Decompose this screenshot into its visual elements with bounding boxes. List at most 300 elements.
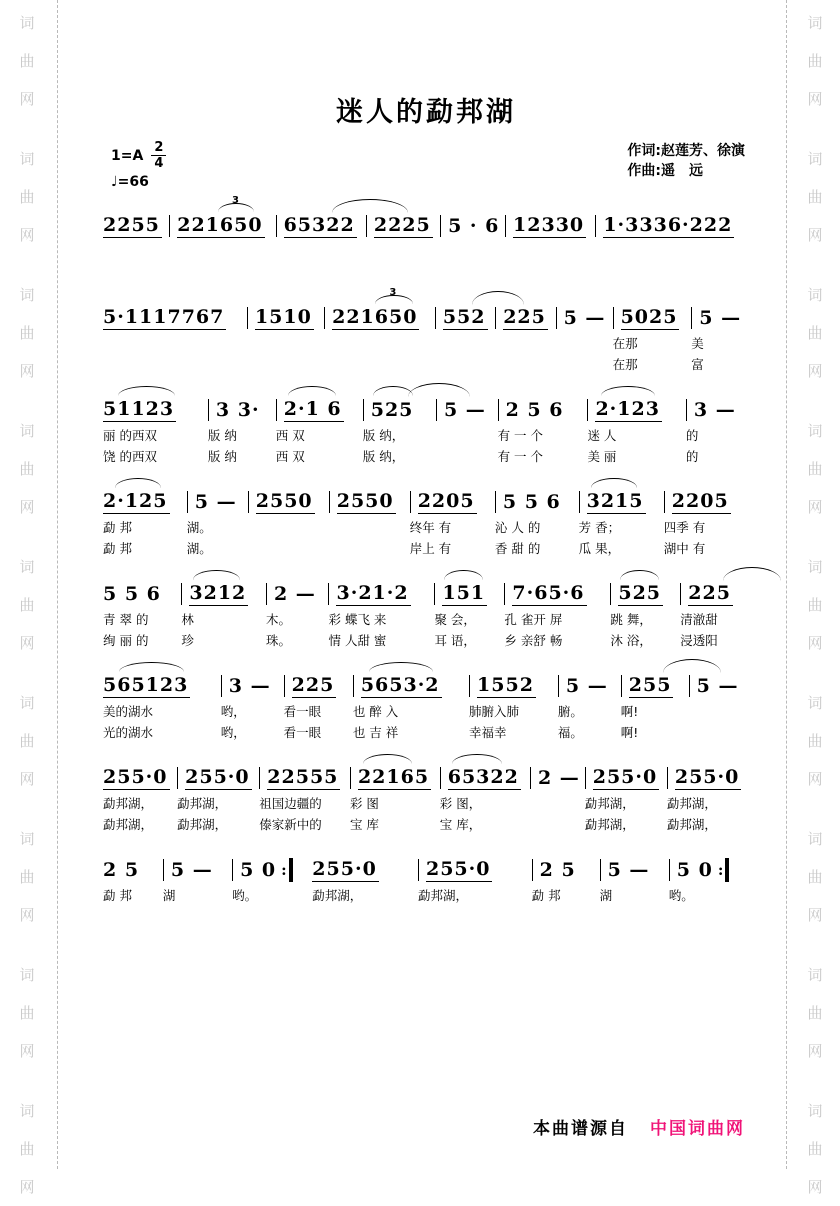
tempo-marking: ♩=66: [111, 174, 149, 190]
notes-text: 2 —: [273, 582, 316, 605]
barline: [495, 307, 496, 329]
watermark-group: [807, 820, 822, 934]
slur-arc: [452, 754, 502, 764]
score: [103, 195, 749, 927]
watermark-char: 网: [19, 906, 35, 924]
lyric-line-2: [600, 906, 669, 927]
notes-text: 2·123: [595, 398, 660, 420]
system-line: [103, 195, 749, 283]
lyric-line-1: [329, 517, 410, 538]
system-line: [103, 487, 749, 559]
lyric-line-1: 跳 舞，: [610, 612, 652, 627]
measure: [366, 211, 440, 283]
lyric-line-1: 勐 邦: [103, 520, 132, 535]
measure-notes: [103, 303, 247, 333]
measure: [532, 855, 600, 927]
measure-notes: [585, 763, 667, 793]
watermark-group: [807, 956, 822, 1070]
watermark-group: [807, 276, 822, 390]
watermark-char: 曲: [807, 732, 823, 750]
lyric-line-2: [532, 906, 600, 927]
watermark-char: 词: [807, 150, 823, 168]
lyric-line-2: 瓜 果，: [578, 541, 621, 556]
measure-notes: [436, 395, 498, 425]
measure-notes: [103, 487, 187, 517]
lyric-line-1: 肺腑入肺: [469, 704, 520, 719]
watermark-char: 词: [19, 14, 35, 32]
measure: [312, 855, 418, 927]
watermark-char: 词: [19, 830, 35, 848]
measure: [208, 395, 276, 467]
watermark-char: 网: [807, 90, 823, 108]
lyric-line-2: 光的湖水: [103, 725, 154, 740]
barline: [440, 767, 441, 789]
watermark-group: [807, 1092, 822, 1206]
measure: [495, 303, 555, 375]
watermark-group: [19, 684, 34, 798]
measure: [284, 671, 353, 743]
lyric-line-2: [495, 354, 555, 375]
lyric-line-1: [495, 333, 555, 354]
lyric-line-2: 乡 亲舒 畅: [504, 633, 563, 648]
lyric-line-2: 珍: [181, 633, 194, 648]
measure-notes: [248, 487, 329, 517]
measure: [221, 671, 284, 743]
notes-text: 2550: [336, 490, 394, 512]
notes-text: 255·0: [425, 858, 491, 880]
measure-notes: [558, 671, 621, 701]
source-footer: [533, 1114, 745, 1139]
lyric-line-1: 勐邦湖，: [584, 796, 635, 811]
lyric-line-1: 勐邦湖，: [103, 796, 154, 811]
measure-notes: [312, 855, 418, 885]
barline: [621, 675, 622, 697]
watermark-char: 网: [19, 362, 35, 380]
measure-notes: [103, 763, 177, 793]
lyric-line-2: [232, 906, 312, 927]
measure-notes: [266, 579, 329, 609]
watermark-char: 曲: [807, 324, 823, 342]
measure-notes: [600, 855, 669, 885]
lyric-line-1: 哟。: [232, 888, 258, 903]
barline: [532, 859, 533, 881]
lyric-line-2: [530, 814, 585, 835]
watermark-char: 曲: [807, 868, 823, 886]
measure-notes: [366, 211, 440, 241]
lyric-line-2: 耳 语，: [434, 633, 476, 648]
notes-text: 1510: [254, 306, 312, 328]
lyric-line-2: [329, 538, 410, 559]
left-dashed-rule: [57, 0, 58, 1169]
lyric-line-2: 福。: [557, 725, 583, 740]
lyric-line-2: 勐邦湖，: [666, 817, 717, 832]
measure: [691, 303, 749, 375]
watermark-char: 曲: [19, 596, 35, 614]
barline: [686, 399, 687, 421]
barline: [366, 215, 367, 237]
watermark-char: 词: [19, 694, 35, 712]
measure: [469, 671, 558, 743]
barline: [436, 399, 437, 421]
notes-text: 255·0: [592, 766, 658, 788]
barline: [495, 491, 496, 513]
lyric-line-2: [366, 262, 440, 283]
lyric-line-1: 啊!: [620, 704, 639, 719]
lyric-line-1: [689, 701, 749, 722]
barline: [276, 399, 277, 421]
watermark-char: 词: [807, 694, 823, 712]
watermark-char: 词: [807, 422, 823, 440]
watermark-char: 网: [19, 770, 35, 788]
measure-notes: [103, 855, 163, 885]
measure-notes: [440, 211, 505, 241]
barline: [181, 583, 182, 605]
measure: [680, 579, 749, 651]
measure: [689, 671, 749, 743]
barline: [579, 491, 580, 513]
watermark-char: 词: [19, 1102, 35, 1120]
measure: [558, 671, 621, 743]
measure-notes: [686, 395, 749, 425]
measure-notes: [276, 395, 363, 425]
notes-text: 3212: [189, 582, 247, 604]
lyric-line-2: 富: [691, 357, 704, 372]
barline: [530, 767, 531, 789]
measure-notes: [350, 763, 440, 793]
measure-notes: [595, 211, 749, 241]
notes-text: 1552: [477, 674, 534, 696]
watermark-char: 曲: [807, 596, 823, 614]
notes-text: 51123: [103, 398, 175, 420]
barline: [435, 307, 436, 329]
lyric-line-1: 丽 的西双: [103, 428, 157, 443]
key-time-block: [103, 141, 166, 199]
lyric-line-2: 勐 邦: [103, 541, 132, 556]
lyric-line-1: [366, 241, 440, 262]
watermark-group: [19, 956, 34, 1070]
watermark-char: 词: [807, 1102, 823, 1120]
lyric-line-2: 傣家新中的: [259, 817, 322, 832]
system-line: [103, 579, 749, 651]
lyric-line-1: 孔 雀开 屏: [504, 612, 563, 627]
triplet-number: 3: [389, 287, 397, 298]
watermark-char: 曲: [19, 324, 35, 342]
source-brand: 中国词曲网: [650, 1119, 745, 1139]
lyric-line-2: 的: [685, 449, 699, 464]
notes-text: 22165: [357, 766, 430, 788]
lyric-line-1: [530, 793, 585, 814]
lyric-line-2: [276, 262, 366, 283]
measure-notes: [579, 487, 664, 517]
measure-notes: [689, 671, 749, 701]
lyric-line-1: 勐 邦: [531, 888, 561, 903]
system-line: [103, 287, 749, 375]
barline: [689, 675, 690, 697]
lyric-line-1: 聚 会，: [434, 612, 476, 627]
slur-arc: [444, 570, 482, 580]
barline: [587, 399, 588, 421]
lyric-line-1: 也 醉 入: [352, 704, 399, 719]
watermark-char: 曲: [807, 460, 823, 478]
watermark-char: 曲: [19, 1004, 35, 1022]
measure: [667, 763, 749, 835]
watermark-char: 网: [807, 362, 823, 380]
lyric-line-1: 湖。: [186, 520, 212, 535]
measure: [248, 487, 329, 559]
measure: [103, 763, 177, 835]
lyric-line-2: 香 甜 的: [494, 541, 541, 556]
lyric-line-1: 芳 香；: [578, 520, 621, 535]
measure-notes: [259, 763, 350, 793]
notes-text: 255·0: [674, 766, 740, 788]
slur-arc: [193, 570, 240, 580]
watermark-char: 词: [807, 14, 823, 32]
lyric-line-2: [163, 906, 232, 927]
barline: [187, 491, 188, 513]
lyric-line-1: 湖: [162, 888, 176, 903]
measure: [587, 395, 685, 467]
barline: [232, 859, 233, 881]
measure: [410, 487, 495, 559]
lyric-line-2: [669, 906, 749, 927]
lyric-line-1: 西 双: [275, 428, 305, 443]
lyric-line-1: 美的湖水: [103, 704, 154, 719]
barline: [208, 399, 209, 421]
measure-notes: [495, 303, 555, 333]
lyric-line-1: 勐 邦: [103, 888, 132, 903]
measure: [103, 855, 163, 927]
watermark-char: 曲: [19, 52, 35, 70]
watermark-char: 曲: [19, 460, 35, 478]
measure: [600, 855, 669, 927]
barline: [498, 399, 499, 421]
triplet-number: 3: [231, 195, 239, 206]
lyric-line-1: [103, 333, 247, 354]
lyric-line-1: [556, 333, 613, 354]
watermark-char: 词: [19, 286, 35, 304]
watermark-group: [19, 412, 34, 526]
notes-text: 7·65·6: [512, 582, 585, 604]
time-denominator: 4: [154, 156, 164, 171]
watermark-group: [807, 140, 822, 254]
notes-text: 221650: [177, 214, 263, 236]
lyric-line-2: [312, 906, 418, 927]
notes-text: 3·21·2: [336, 582, 409, 604]
measure-notes: [221, 671, 284, 701]
measure-notes: [103, 395, 208, 425]
lyric-line-2: 也 吉 祥: [352, 725, 399, 740]
tie-arc: [332, 199, 409, 213]
measure: [353, 671, 469, 743]
measure: [232, 855, 312, 927]
barline: [177, 767, 178, 789]
notes-text: 225: [503, 306, 546, 328]
lyric-line-2: 勐邦湖，: [584, 817, 635, 832]
slur-arc: [363, 754, 412, 764]
lyric-line-1: 林: [181, 612, 194, 627]
measure-notes: [556, 303, 613, 333]
measure-notes: [181, 579, 266, 609]
watermark-char: 曲: [807, 188, 823, 206]
barline: [259, 767, 260, 789]
watermark-left: [14, 4, 40, 1196]
lyric-line-1: 看一眼: [283, 704, 322, 719]
lyric-line-1: 木。: [265, 612, 291, 627]
lyric-line-2: [324, 354, 435, 375]
notes-text: 3215: [586, 490, 644, 512]
lyric-line-1: 湖: [599, 888, 613, 903]
measure: [595, 211, 749, 283]
measure: [505, 211, 595, 283]
watermark-group: [19, 548, 34, 662]
lyric-line-2: [418, 906, 532, 927]
lyric-line-2: [103, 354, 247, 375]
measure: [669, 855, 749, 927]
measure: [103, 487, 187, 559]
measure: [163, 855, 232, 927]
measure-notes: [353, 671, 469, 701]
measure: [621, 671, 689, 743]
measure-notes: [680, 579, 749, 609]
lyric-line-1: [440, 241, 505, 262]
barline: [248, 491, 249, 513]
measure-notes: [284, 671, 353, 701]
lyric-line-2: [248, 538, 329, 559]
lyric-line-1: 迷 人: [587, 428, 617, 443]
notes-text: 5 —: [443, 398, 486, 421]
lyric-line-1: 美: [691, 336, 704, 351]
measure: [363, 395, 436, 467]
measure-notes: [103, 671, 221, 701]
watermark-group: [19, 140, 34, 254]
watermark-char: 曲: [19, 188, 35, 206]
notes-text: 552: [442, 306, 486, 328]
measure: [556, 303, 613, 375]
watermark-char: 网: [807, 498, 823, 516]
measure-notes: [247, 303, 324, 333]
notes-text: 525: [618, 582, 662, 604]
slur-arc: [601, 386, 655, 396]
lyric-line-2: 啊!: [620, 725, 639, 740]
notes-text: 2225: [373, 214, 431, 236]
tie-arc: [408, 383, 470, 397]
barline: [363, 399, 364, 421]
notes-text: 255·0: [312, 858, 377, 880]
lyric-line-1: [595, 241, 749, 262]
lyric-line-2: [247, 354, 324, 375]
lyric-line-1: 勐邦湖，: [666, 796, 717, 811]
system-line: [103, 395, 749, 467]
watermark-group: [807, 412, 822, 526]
slur-arc: [369, 662, 433, 672]
lyric-line-1: [103, 241, 169, 262]
lyric-line-2: [556, 354, 613, 375]
slur-arc: [119, 662, 184, 672]
measure: [434, 579, 504, 651]
measure: [187, 487, 248, 559]
measure: [266, 579, 329, 651]
system-line: [103, 671, 749, 743]
key-signature: 1=A: [111, 147, 144, 164]
measure-notes: [530, 763, 585, 793]
barline: [613, 307, 614, 329]
watermark-char: 网: [807, 226, 823, 244]
lyric-line-2: [103, 262, 169, 283]
notes-text: 2 —: [537, 766, 580, 789]
lyric-line-1: 沁 人 的: [494, 520, 541, 535]
barline: [469, 675, 470, 697]
measure-notes: [667, 763, 749, 793]
tie-arc: [472, 291, 523, 305]
measure-notes: [495, 487, 579, 517]
notes-text: 12330: [513, 214, 585, 236]
barline: [169, 215, 170, 237]
sheet-content: [103, 0, 749, 947]
barline: [680, 583, 681, 605]
lyric-line-1: 彩 图: [349, 796, 379, 811]
measure: [169, 195, 275, 283]
measure-notes: [328, 579, 434, 609]
measure-notes: [621, 671, 689, 701]
notes-text: 2 5 6: [505, 398, 564, 421]
lyric-line-2: 沐 浴，: [610, 633, 652, 648]
lyric-line-1: [505, 241, 595, 262]
lyric-line-2: 哟，: [220, 725, 246, 740]
watermark-char: 词: [807, 966, 823, 984]
watermark-group: [807, 548, 822, 662]
slur-arc: [591, 478, 638, 488]
watermark-char: 网: [19, 226, 35, 244]
repeat-barline: [289, 858, 293, 882]
tie-arc: [663, 659, 721, 673]
lyric-line-2: 版 纳: [207, 449, 237, 464]
measure: [103, 395, 208, 467]
lyric-line-2: 勐邦湖，: [177, 817, 228, 832]
lyric-line-2: [103, 906, 163, 927]
measure-notes: [232, 855, 312, 885]
measure: [103, 579, 181, 651]
lyric-line-1: 终年 有: [409, 520, 452, 535]
lyric-line-1: 版 纳，: [362, 428, 405, 443]
notes-text: 5 —: [565, 674, 608, 697]
measure-notes: [440, 763, 530, 793]
watermark-char: 网: [19, 1042, 35, 1060]
measure-notes: [469, 671, 558, 701]
notes-text: 255: [628, 674, 672, 696]
measure-notes: [498, 395, 588, 425]
notes-text: 5 5 6: [103, 582, 161, 605]
watermark-group: [19, 820, 34, 934]
measure: [247, 303, 324, 375]
lyric-line-1: 哟。: [668, 888, 694, 903]
barline: [410, 491, 411, 513]
notes-text: 225: [291, 674, 335, 696]
measure: [686, 395, 749, 467]
watermark-char: 网: [19, 634, 35, 652]
lyric-line-2: 珠。: [265, 633, 291, 648]
notes-text: 5 · 6: [448, 214, 500, 237]
barline: [585, 767, 586, 789]
lyric-line-2: 宝 库，: [439, 817, 482, 832]
notes-text: 3 —: [693, 398, 736, 421]
notes-text: 2 5: [539, 858, 576, 881]
barline: [163, 859, 164, 881]
watermark-right: [802, 4, 828, 1196]
notes-text: 5 —: [170, 858, 213, 881]
barline: [418, 859, 419, 881]
watermark-char: 词: [19, 150, 35, 168]
measure: [418, 855, 532, 927]
